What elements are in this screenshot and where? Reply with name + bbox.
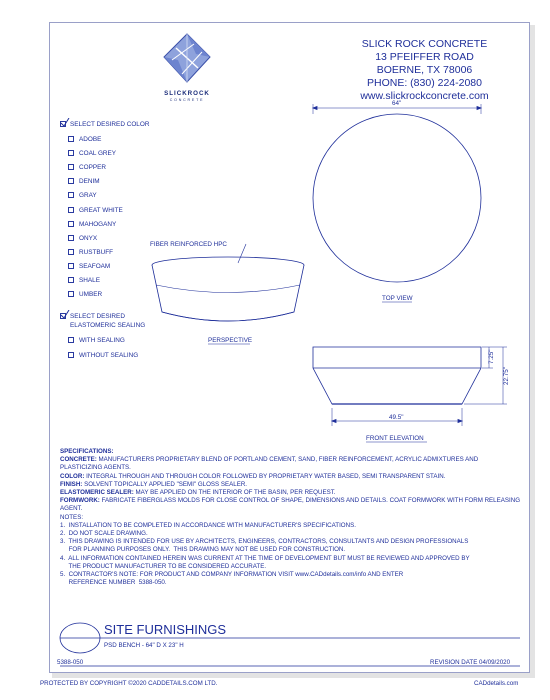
finish-text: SOLVENT TOPICALLY APPLIED "SEMI" GLOSS SEALER.	[84, 480, 248, 488]
top-view-label: TOP VIEW	[382, 295, 413, 302]
concrete-label: CONCRETE:	[60, 456, 97, 464]
select-color-label: SELECT DESIRED COLOR	[70, 121, 150, 128]
logo-subword: CONCRETE	[169, 98, 205, 102]
logo-wordmark: SLICKROCK	[164, 90, 210, 97]
revision-date: REVISION DATE 04/09/2020	[430, 659, 511, 666]
color-option-label: GREAT WHITE	[79, 206, 123, 214]
note-line: 2. DO NOT SCALE DRAWING.	[60, 530, 148, 538]
caddetails-site[interactable]: CADdetails.com	[474, 680, 519, 687]
color-label: COLOR:	[60, 472, 85, 480]
specs-heading: SPECIFICATIONS:	[60, 448, 114, 455]
dim-base-width: 49.5"	[389, 414, 404, 421]
color-option-label: RUSTBUFF	[79, 248, 114, 256]
concrete-text: MANUFACTURERS PROPRIETARY BLEND OF PORTLAND CEMENT, SAND, FIBER REINFORCEMENT, ACRYLIC ADMIXTURES AND PLASTICIZING AGENTS.	[60, 456, 479, 472]
dim-top-width: 64"	[392, 100, 402, 107]
notes-heading: NOTES:	[60, 513, 84, 521]
perspective-label: PERSPECTIVE	[208, 337, 253, 344]
sheet-title: SITE FURNISHINGS	[104, 622, 227, 637]
select-sealing-label-1: SELECT DESIRED	[70, 313, 125, 320]
reference-number: 5388-050	[57, 659, 84, 666]
color-text: INTEGRAL THROUGH AND THROUGH COLOR FOLLOWED BY PROPRIETARY WATER BASED, SEMI TRANSPARENT STAIN.	[86, 472, 446, 480]
company-name: SLICK ROCK CONCRETE	[361, 38, 488, 50]
color-option-label: MAHOGANY	[79, 220, 117, 228]
company-address1: 13 PFEIFFER ROAD	[375, 51, 474, 63]
note-line: 4. ALL INFORMATION CONTAINED HEREIN WAS CURRENT AT THE TIME OF DEVELOPMENT BUT MUST BE REVIEWED AND APPROVED BY	[60, 554, 470, 562]
color-option-label: GRAY	[79, 192, 97, 200]
company-phone: PHONE: (830) 224-2080	[367, 77, 482, 89]
front-elevation-label: FRONT ELEVATION	[366, 435, 424, 442]
copyright-notice: PROTECTED BY COPYRIGHT ©2020 CADDETAILS.COM LTD.	[40, 680, 218, 687]
color-option-label: SHALE	[79, 277, 100, 284]
sealer-label: ELASTOMERIC SEALER:	[60, 489, 134, 497]
note-line: 3. THIS DRAWING IS INTENDED FOR USE BY ARCHITECTS, ENGINEERS, CONTRACTORS, CONSULTANTS AND DESIGN PROFESSIONALS	[60, 538, 469, 546]
color-option-label: COAL GREY	[79, 150, 117, 158]
color-option-label: SEAFOAM	[79, 262, 111, 270]
formwork-label: FORMWORK:	[60, 497, 100, 505]
formwork-text: FABRICATE FIBERGLASS MOLDS FOR CLOSE CONTROL OF SHAPE, DIMENSIONS AND DETAILS. COAT FORMWORK WITH FORM RELEASING AGENT.	[60, 497, 521, 513]
dim-top-height: 7.25"	[488, 349, 495, 364]
sheet-subtitle: PSD BENCH - 64" D X 23" H	[104, 642, 184, 649]
color-option-label: UMBER	[79, 291, 103, 299]
sealing-option-label: WITH SEALING	[79, 337, 125, 344]
note-line: FOR PLANNING PURPOSES ONLY. THIS DRAWING MAY NOT BE USED FOR CONSTRUCTION.	[60, 546, 346, 554]
top-view	[313, 104, 481, 282]
perspective-view	[152, 244, 304, 321]
specifications	[60, 448, 520, 587]
note-line: THE PRODUCT MANUFACTURER TO BE CONSIDERED ACCURATE.	[60, 562, 267, 570]
note-line: 5. CONTRACTOR'S NOTE: FOR PRODUCT AND COMPANY INFORMATION VISIT www.CADdetails.com/info AND ENTER	[60, 571, 404, 579]
notes-list	[60, 522, 520, 588]
sealer-text: MAY BE APPLIED ON THE INTERIOR OF THE BASIN, PER REQUEST.	[135, 489, 336, 497]
color-option-label: ADOBE	[79, 136, 102, 143]
note-line: REFERENCE NUMBER 5388-050.	[60, 579, 167, 587]
color-option-label: COPPER	[79, 164, 106, 172]
color-option-label: DENIM	[79, 178, 100, 186]
finish-label: FINISH:	[60, 480, 83, 488]
color-option-label: ONYX	[79, 234, 98, 242]
note-line: 1. INSTALLATION TO BE COMPLETED IN ACCORDANCE WITH MANUFACTURER'S SPECIFICATIONS.	[60, 521, 356, 529]
callout-fiber-hpc: FIBER REINFORCED HPC	[150, 241, 227, 248]
company-website[interactable]: www.slickrockconcrete.com	[360, 90, 489, 102]
company-address2: BOERNE, TX 78006	[376, 64, 473, 76]
dim-total-height: 22.75"	[503, 367, 510, 385]
front-elevation	[313, 347, 507, 426]
sealing-option-label: WITHOUT SEALING	[79, 352, 139, 359]
select-sealing-label-2: ELASTOMERIC SEALING	[70, 322, 146, 329]
